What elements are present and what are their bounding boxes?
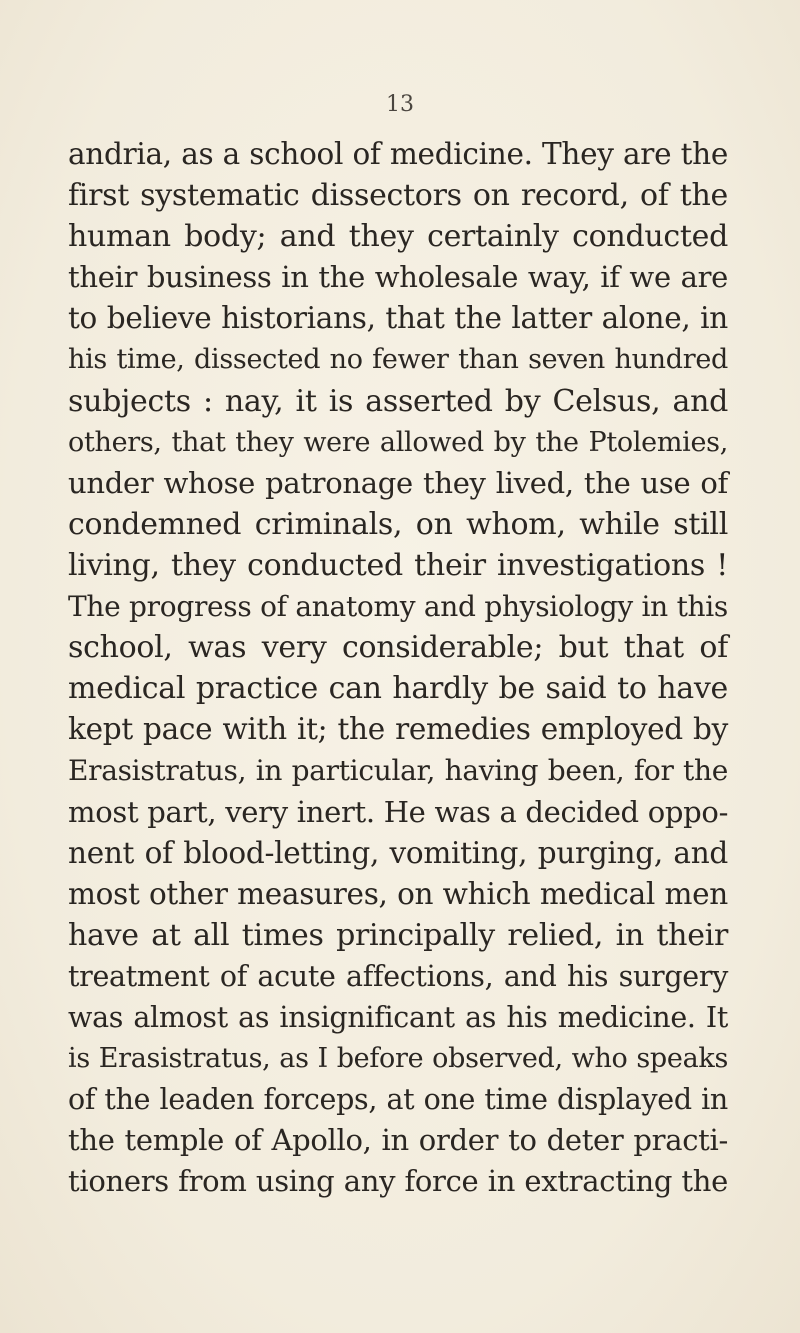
text-line: treatment of acute affections, and his surgery	[68, 959, 728, 993]
text-line: others, that they were allowed by the Ptolemies,	[68, 426, 728, 458]
text-line: human body; and they certainly conducted	[68, 219, 728, 255]
body-text	[68, 134, 728, 1202]
text-line: kept pace with it; the remedies employed by	[68, 712, 728, 747]
text-line: living, they conducted their investigations !	[68, 547, 728, 583]
text-line: under whose patronage they lived, the use of	[68, 465, 728, 500]
text-line: is Erasistratus, as I before observed, who speaks	[68, 1043, 728, 1075]
text-line: his time, dissected no fewer than seven hundred	[68, 344, 728, 376]
text-line: Erasistratus, in particular, having been, for the	[68, 754, 728, 788]
text-line: the temple of Apollo, in order to deter practi-	[68, 1123, 728, 1158]
text-line: was almost as insignificant as his medicine. It	[68, 1000, 728, 1034]
text-line: condemned criminals, on whom, while still	[68, 506, 728, 542]
text-line: nent of blood-letting, vomiting, purging, and	[68, 835, 728, 870]
text-line: to believe historians, that the latter alone, in	[68, 301, 728, 336]
text-line: The progress of anatomy and physiology in this	[68, 590, 728, 624]
text-line: andria, as a school of medicine. They are the	[68, 137, 728, 171]
text-line: have at all times principally relied, in their	[68, 917, 728, 953]
page-number: 13	[386, 92, 414, 117]
text-line: of the leaden forceps, at one time displayed in	[68, 1083, 728, 1117]
text-line: school, was very considerable; but that of	[68, 630, 728, 666]
text-line: tioners from using any force in extracting the	[68, 1164, 728, 1199]
text-line: first systematic dissectors on record, of the	[68, 178, 728, 214]
text-line: medical practice can hardly be said to have	[68, 671, 728, 707]
text-line: most part, very inert. He was a decided oppo-	[68, 794, 729, 829]
text-line: their business in the wholesale way, if we are	[68, 260, 728, 295]
text-line: most other measures, on which medical men	[68, 876, 728, 911]
text-line: subjects : nay, it is asserted by Celsus, and	[68, 383, 728, 419]
